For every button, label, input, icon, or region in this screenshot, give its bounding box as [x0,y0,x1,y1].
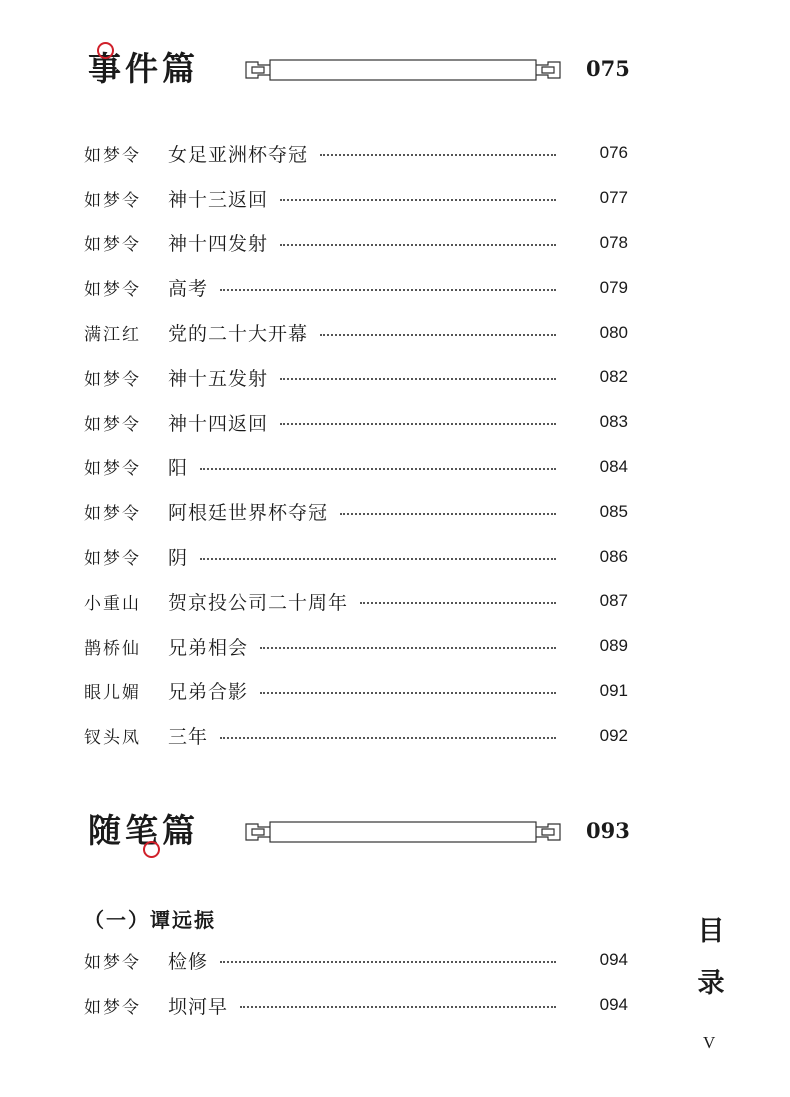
tune-name: 如梦令 [84,145,141,166]
toc-entry[interactable] [84,445,628,490]
entry-page: 086 [599,546,628,566]
dot-leader [280,199,556,201]
toc-entry[interactable] [84,310,628,355]
tune-name: 如梦令 [84,549,141,570]
dot-leader [220,737,556,739]
dot-leader [260,692,556,694]
scroll-ornament [244,820,562,844]
toc-entry[interactable] [84,713,628,758]
entry-page: 082 [599,367,628,387]
dot-leader [220,289,556,291]
toc-entry[interactable] [84,624,628,669]
tune-name: 满江红 [84,325,141,346]
dot-leader [240,1006,556,1008]
tune-name: 如梦令 [84,504,141,525]
toc-entry[interactable] [84,534,628,579]
entry-page: 078 [599,232,628,252]
entry-title: 兄弟合影 [168,681,249,704]
toc-entry[interactable] [84,355,628,400]
tune-name: 如梦令 [84,997,141,1018]
toc-list-events [84,131,628,758]
tune-name: 眼儿媚 [84,683,141,704]
entry-page: 083 [599,412,628,432]
toc-entry[interactable] [84,265,628,310]
section-heading-events [88,44,628,94]
tune-name: 如梦令 [84,280,141,301]
entry-page: 089 [599,636,628,656]
tune-name: 小重山 [84,593,141,614]
section-page-number: 075 [586,56,630,81]
entry-title: 坝河早 [168,995,229,1018]
toc-entry[interactable] [84,983,628,1028]
tune-name: 如梦令 [84,414,141,435]
entry-title: 神十四返回 [168,412,269,435]
section-page-number: 093 [586,818,630,843]
dot-leader [200,468,556,470]
subsection-heading: （一）谭远振 [84,908,216,932]
toc-entry[interactable] [84,669,628,714]
toc-entry[interactable] [84,938,628,983]
tune-name: 如梦令 [84,952,141,973]
entry-title: 检修 [168,950,209,973]
entry-title: 神十三返回 [168,188,269,211]
toc-list-essays [84,938,628,1028]
toc-entry[interactable] [84,176,628,221]
dot-leader [200,558,556,560]
entry-title: 女足亚洲杯夺冠 [168,143,309,166]
entry-page: 085 [599,501,628,521]
section-heading-essays [88,806,628,856]
section-title: 随笔篇 [88,811,199,850]
entry-page: 080 [599,322,628,342]
tune-name: 如梦令 [84,190,141,211]
dot-leader [220,961,556,963]
toc-entry[interactable] [84,489,628,534]
entry-page: 077 [599,188,628,208]
red-circle-ornament [97,42,114,59]
table-of-contents-label: 目录 [697,916,725,999]
dot-leader [360,602,556,604]
red-circle-ornament [143,841,160,858]
entry-title: 高考 [168,278,209,301]
dot-leader [280,378,556,380]
entry-page: 091 [599,680,628,700]
entry-title: 阴 [168,547,189,570]
entry-title: 兄弟相会 [168,636,249,659]
dot-leader [340,513,556,515]
entry-title: 阿根廷世界杯夺冠 [168,502,329,525]
dot-leader [320,334,556,336]
entry-title: 三年 [168,726,209,749]
tune-name: 如梦令 [84,459,141,480]
page-number: V [703,1033,716,1052]
dot-leader [320,154,556,156]
toc-entry[interactable] [84,579,628,624]
entry-page: 076 [599,143,628,163]
dot-leader [280,244,556,246]
entry-page: 094 [599,950,628,970]
entry-title: 党的二十大开幕 [168,323,309,346]
dot-leader [260,647,556,649]
tune-name: 如梦令 [84,235,141,256]
scroll-ornament [244,58,562,82]
entry-page: 084 [599,456,628,476]
entry-page: 092 [599,725,628,745]
tune-name: 如梦令 [84,369,141,390]
entry-title: 神十五发射 [168,367,269,390]
entry-page: 087 [599,591,628,611]
entry-page: 094 [599,995,628,1015]
toc-entry[interactable] [84,221,628,266]
dot-leader [280,423,556,425]
toc-entry[interactable] [84,400,628,445]
entry-title: 阳 [168,457,189,480]
toc-entry[interactable] [84,131,628,176]
tune-name: 钗头凤 [84,728,141,749]
entry-title: 神十四发射 [168,233,269,256]
section-title: 事件篇 [88,49,199,88]
entry-title: 贺京投公司二十周年 [168,591,349,614]
entry-page: 079 [599,277,628,297]
tune-name: 鹊桥仙 [84,638,141,659]
